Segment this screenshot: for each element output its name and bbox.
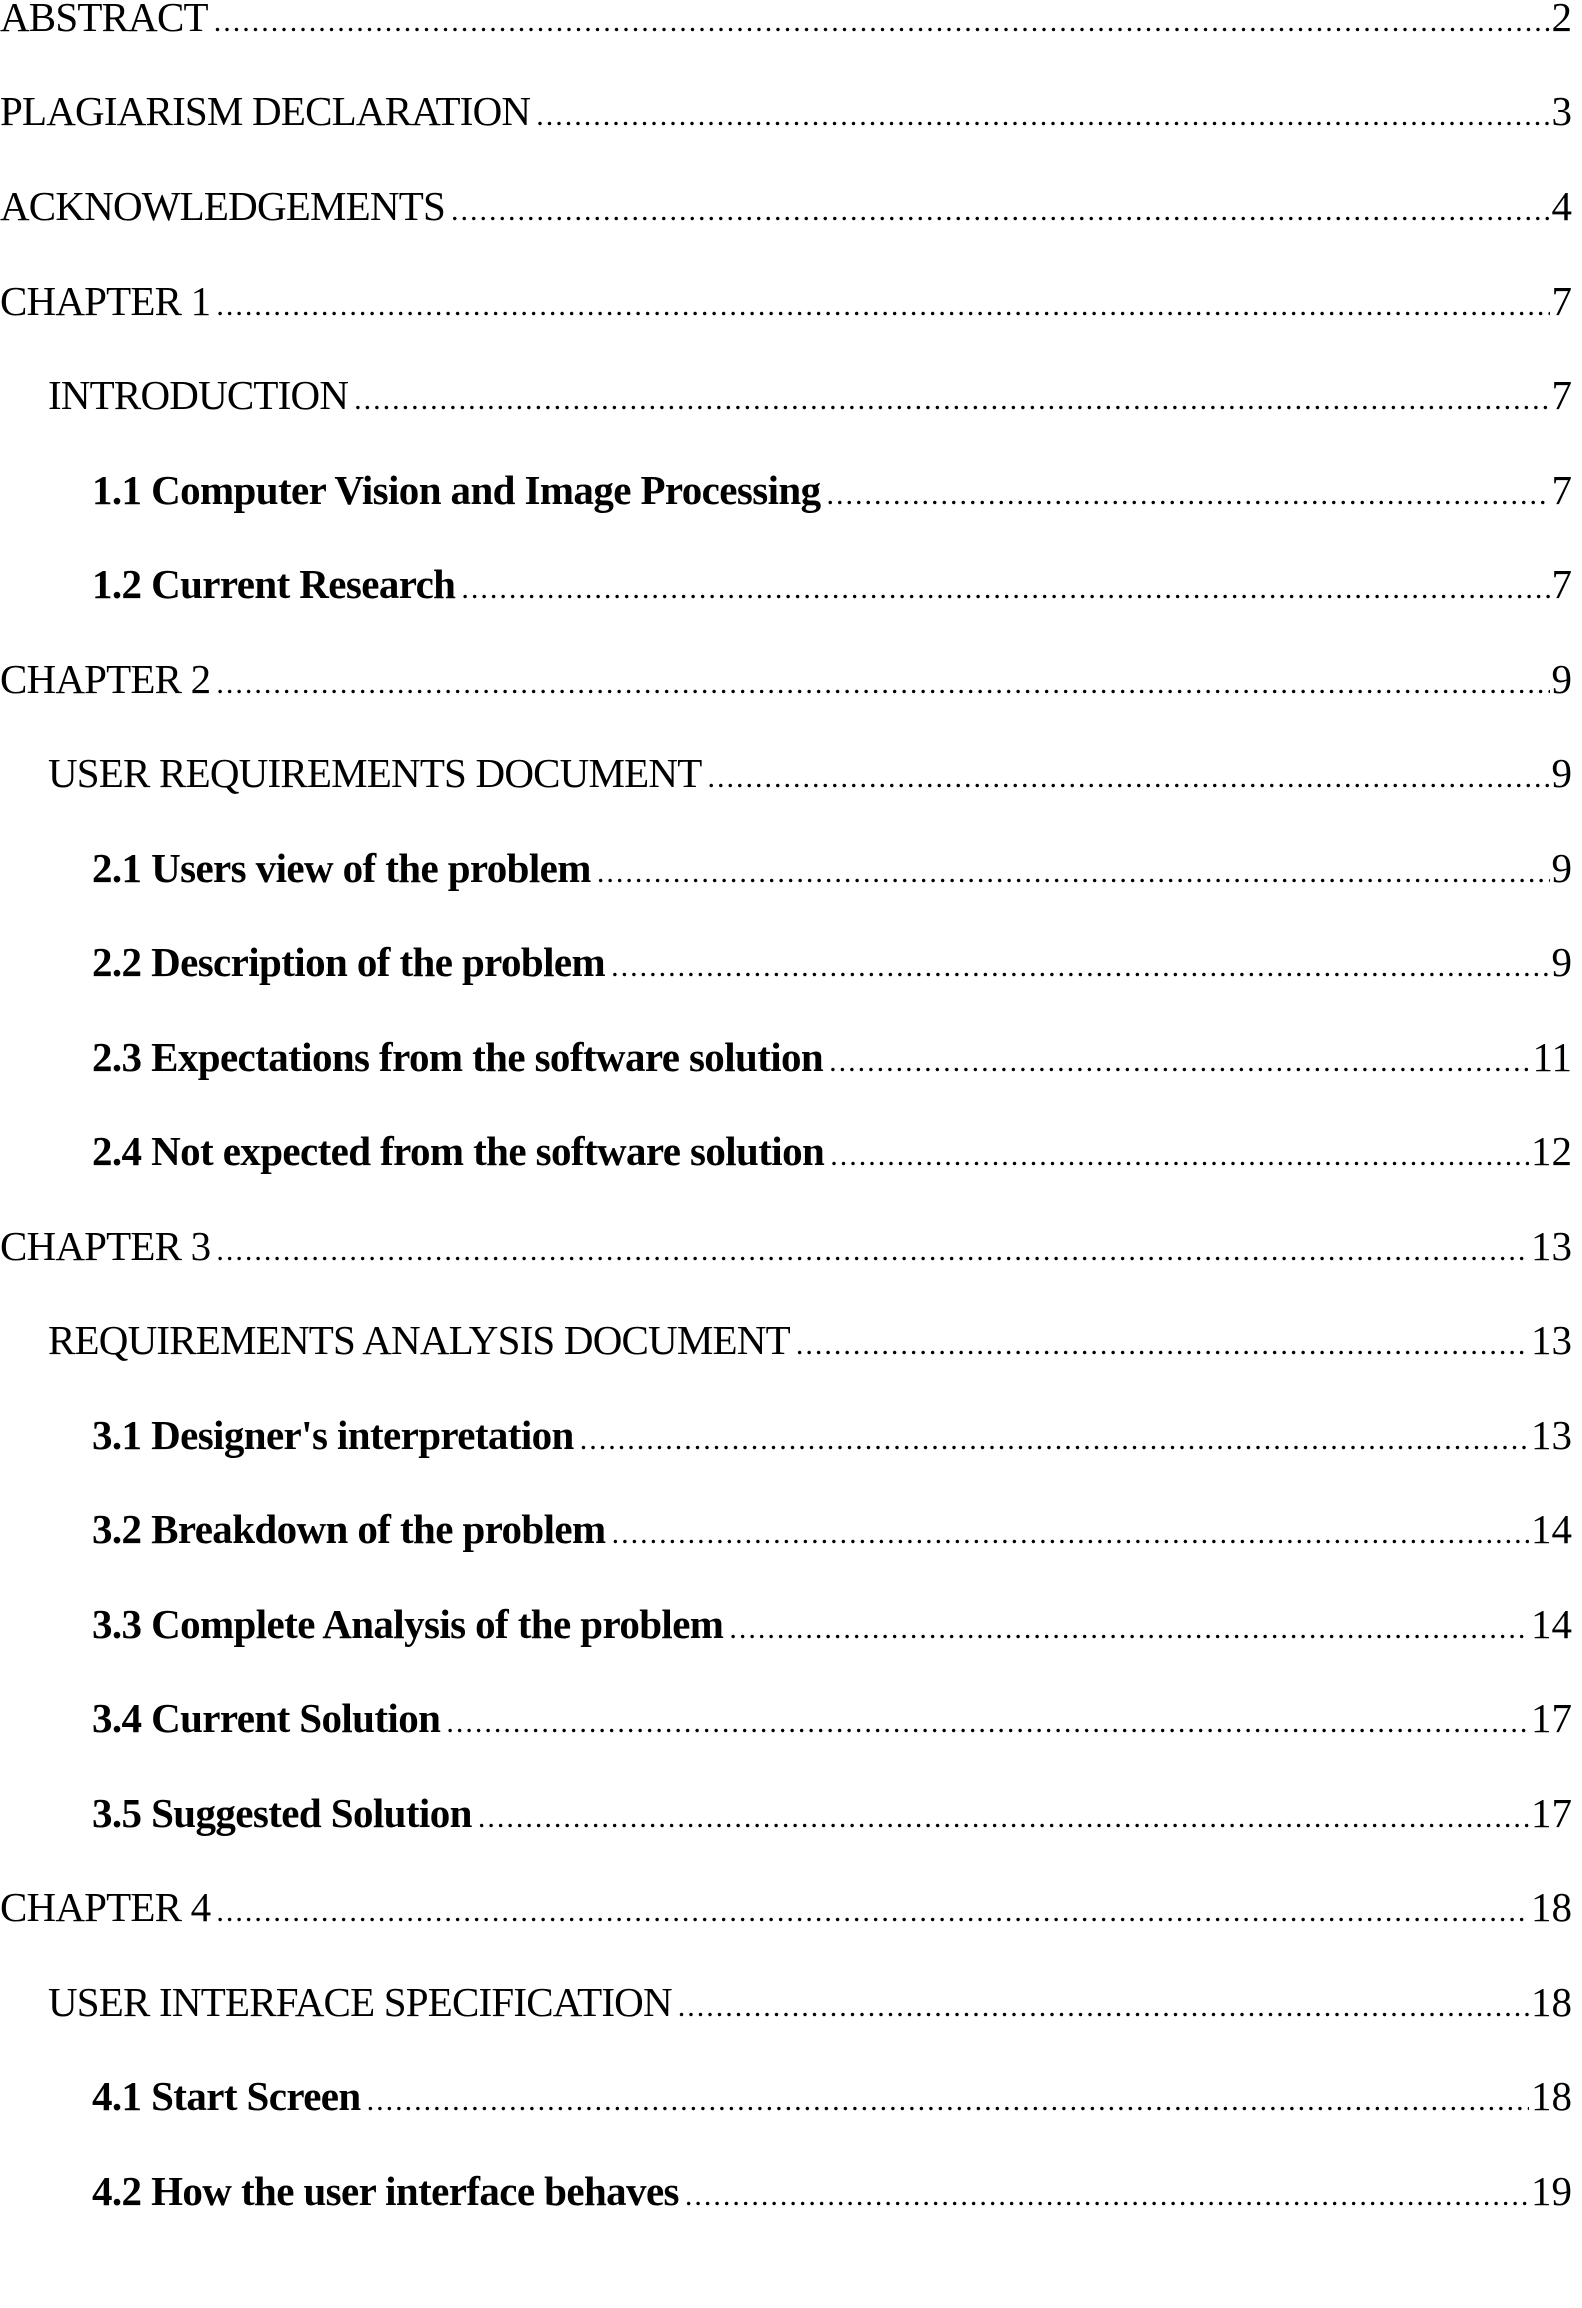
- dot-leader: [685, 2171, 1529, 2221]
- toc-entry-title: 1.1 Computer Vision and Image Processing: [92, 467, 821, 513]
- toc-entry-4-2[interactable]: [0, 2166, 1572, 2216]
- dot-leader: [216, 1226, 1529, 1276]
- toc-entry-title: 2.4 Not expected from the software solution: [92, 1128, 825, 1174]
- toc-entry-user-interface-specification[interactable]: [0, 1977, 1572, 2027]
- toc-entry-title: ACKNOWLEDGEMENTS: [0, 183, 445, 229]
- toc-entry-page: 9: [1551, 939, 1572, 985]
- toc-entry-chapter-3[interactable]: [0, 1221, 1572, 1271]
- toc-entry-title: 2.2 Description of the problem: [92, 939, 606, 985]
- dot-leader: [826, 470, 1549, 520]
- toc-entry-page: 13: [1531, 1412, 1572, 1458]
- toc-entry-title: 2.3 Expectations from the software solution: [92, 1034, 824, 1080]
- toc-entry-2-4[interactable]: [0, 1126, 1572, 1176]
- dot-leader: [461, 564, 1549, 614]
- dot-leader: [478, 1793, 1529, 1843]
- toc-entry-page: 9: [1551, 656, 1572, 702]
- toc-entry-2-2[interactable]: [0, 937, 1572, 987]
- toc-entry-page: 4: [1551, 183, 1572, 229]
- toc-entry-user-requirements-document[interactable]: [0, 748, 1572, 798]
- toc-entry-page: 9: [1551, 750, 1572, 796]
- toc-entry-title: CHAPTER 4: [0, 1884, 211, 1930]
- toc-entry-page: 12: [1531, 1128, 1572, 1174]
- toc-entry-title: REQUIREMENTS ANALYSIS DOCUMENT: [48, 1317, 790, 1363]
- dot-leader: [216, 281, 1549, 331]
- toc-entry-page: 13: [1531, 1223, 1572, 1269]
- toc-entry-3-5[interactable]: [0, 1788, 1572, 1838]
- dot-leader: [597, 848, 1550, 898]
- toc-entry-page: 19: [1531, 2168, 1572, 2214]
- toc-entry-page: 14: [1531, 1506, 1572, 1552]
- toc-entry-acknowledgements[interactable]: [0, 181, 1572, 231]
- dot-leader: [446, 1698, 1529, 1748]
- toc-entry-title: 3.5 Suggested Solution: [92, 1790, 472, 1836]
- toc-entry-1-1[interactable]: [0, 465, 1572, 515]
- toc-entry-title: 4.2 How the user interface behaves: [92, 2168, 679, 2214]
- toc-entry-title: USER INTERFACE SPECIFICATION: [48, 1979, 672, 2025]
- dot-leader: [829, 1037, 1530, 1087]
- toc-entry-page: 11: [1532, 1034, 1572, 1080]
- toc-entry-title: USER REQUIREMENTS DOCUMENT: [48, 750, 702, 796]
- toc-entry-title: 4.1 Start Screen: [92, 2073, 361, 2119]
- toc-entry-page: 18: [1531, 1979, 1572, 2025]
- dot-leader: [580, 1415, 1529, 1465]
- toc-entry-page: 7: [1551, 467, 1572, 513]
- toc-entry-page: 17: [1531, 1790, 1572, 1836]
- toc-entry-title: 1.2 Current Research: [92, 561, 456, 607]
- toc-entry-page: 14: [1531, 1601, 1572, 1647]
- toc-entry-requirements-analysis-document[interactable]: [0, 1315, 1572, 1365]
- toc-entry-title: INTRODUCTION: [48, 372, 349, 418]
- toc-entry-2-1[interactable]: [0, 843, 1572, 893]
- toc-entry-page: 18: [1531, 2073, 1572, 2119]
- toc-entry-page: 3: [1551, 88, 1572, 134]
- toc-entry-abstract[interactable]: [0, 0, 1572, 42]
- toc-entry-title: ABSTRACT: [0, 0, 208, 40]
- dot-leader: [451, 186, 1550, 236]
- dot-leader: [707, 753, 1549, 803]
- toc-entry-title: 3.1 Designer's interpretation: [92, 1412, 574, 1458]
- dot-leader: [729, 1604, 1529, 1654]
- toc-entry-2-3[interactable]: [0, 1032, 1572, 1082]
- toc-entry-introduction[interactable]: [0, 370, 1572, 420]
- toc-entry-title: CHAPTER 2: [0, 656, 211, 702]
- dot-leader: [830, 1131, 1529, 1181]
- dot-leader: [216, 659, 1549, 709]
- toc-entry-page: 13: [1531, 1317, 1572, 1363]
- toc-entry-title: 3.4 Current Solution: [92, 1695, 441, 1741]
- dot-leader: [611, 942, 1549, 992]
- toc-entry-chapter-4[interactable]: [0, 1882, 1572, 1932]
- toc-entry-page: 9: [1551, 845, 1572, 891]
- toc-entry-page: 2: [1551, 0, 1572, 40]
- dot-leader: [367, 2076, 1529, 2126]
- dot-leader: [214, 0, 1550, 47]
- toc-entry-plagiarism-declaration[interactable]: [0, 86, 1572, 136]
- toc-entry-page: 17: [1531, 1695, 1572, 1741]
- dot-leader: [612, 1509, 1529, 1559]
- toc-entry-1-2[interactable]: [0, 559, 1572, 609]
- toc-entry-page: 7: [1551, 561, 1572, 607]
- dot-leader: [536, 91, 1549, 141]
- toc-entry-3-1[interactable]: [0, 1410, 1572, 1460]
- toc-entry-3-2[interactable]: [0, 1504, 1572, 1554]
- dot-leader: [678, 1982, 1529, 2032]
- toc-entry-title: PLAGIARISM DECLARATION: [0, 88, 531, 134]
- dot-leader: [216, 1887, 1529, 1937]
- toc-entry-3-3[interactable]: [0, 1599, 1572, 1649]
- toc-entry-title: 3.3 Complete Analysis of the problem: [92, 1601, 724, 1647]
- dot-leader: [354, 375, 1549, 425]
- toc-entry-title: CHAPTER 1: [0, 278, 211, 324]
- toc-entry-4-1[interactable]: [0, 2071, 1572, 2121]
- toc-entry-page: 7: [1551, 372, 1572, 418]
- toc-entry-chapter-2[interactable]: [0, 654, 1572, 704]
- toc-entry-page: 7: [1551, 278, 1572, 324]
- dot-leader: [796, 1320, 1529, 1370]
- toc-entry-3-4[interactable]: [0, 1693, 1572, 1743]
- toc-entry-title: CHAPTER 3: [0, 1223, 211, 1269]
- toc-entry-title: 3.2 Breakdown of the problem: [92, 1506, 606, 1552]
- toc-entry-chapter-1[interactable]: [0, 276, 1572, 326]
- toc-entry-title: 2.1 Users view of the problem: [92, 845, 591, 891]
- toc-entry-page: 18: [1531, 1884, 1572, 1930]
